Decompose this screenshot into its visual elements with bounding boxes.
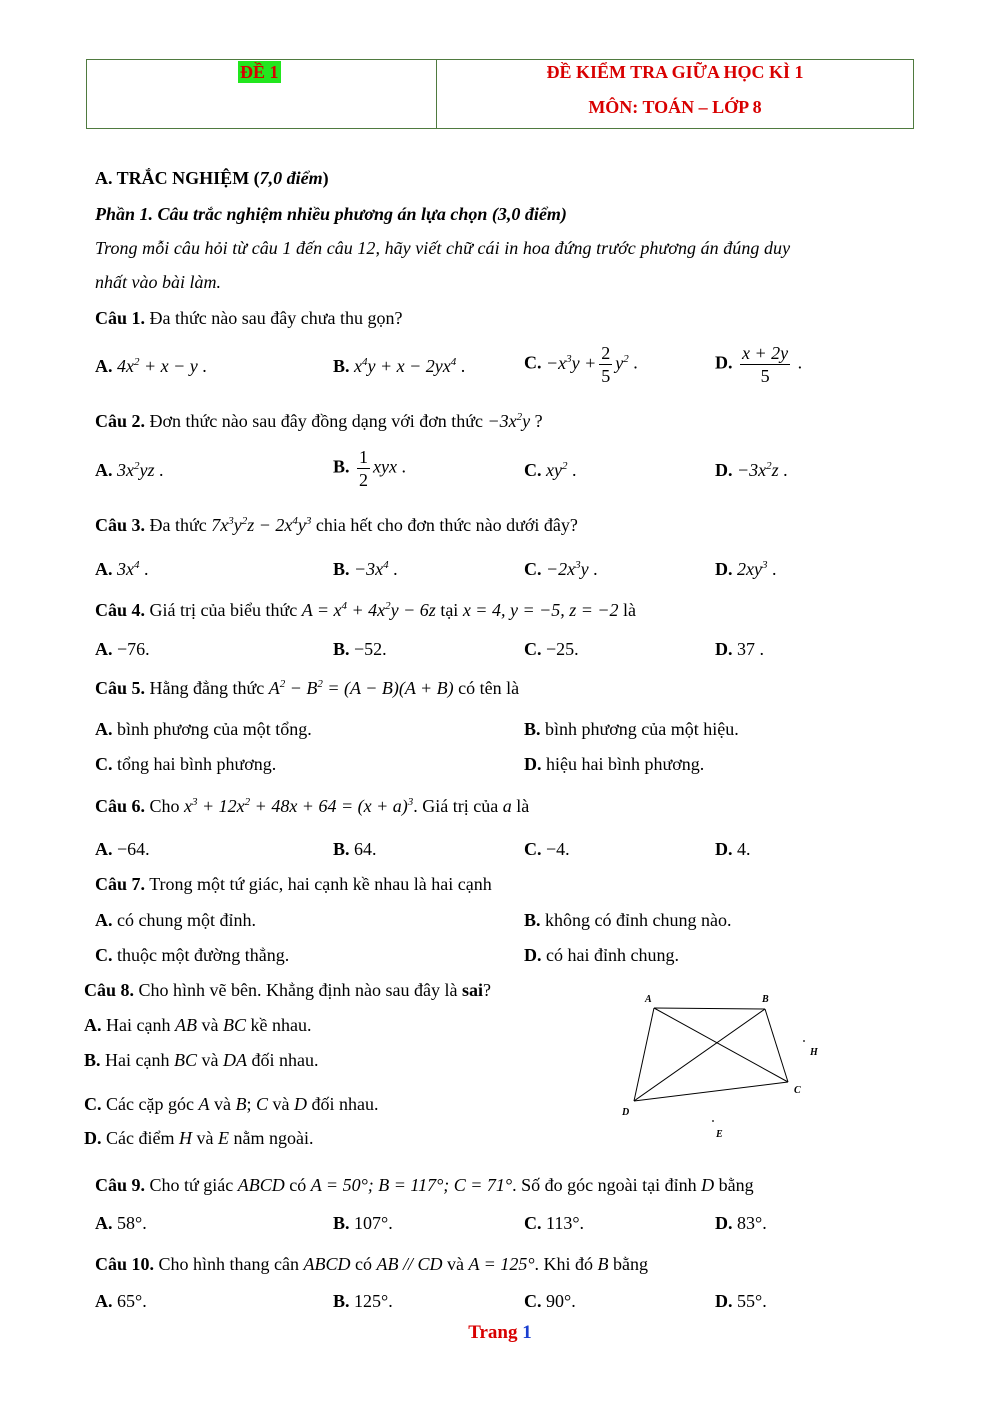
exam-number-tag: ĐỀ 1 [240, 62, 279, 82]
q4-option-a[interactable]: A. −76. [95, 639, 150, 659]
q10-option-a[interactable]: A. 65°. [95, 1291, 147, 1311]
part1-heading: Phần 1. Câu trắc nghiệm nhiều phương án lựa chọn (3,0 điểm) [95, 204, 567, 224]
question-6: Câu 6. Cho $x^3 + 12x^2 + 48x + 64 = (x + a)^3$. Giá trị của a là [95, 796, 530, 816]
q5-option-d[interactable]: D. hiệu hai bình phương. [524, 754, 705, 774]
label-c: C [794, 1085, 801, 1096]
question-1: Câu 1. Đa thức nào sau đây chưa thu gọn? [95, 308, 403, 328]
q9-option-b[interactable]: B. 107°. [333, 1213, 393, 1233]
page-number: 1 [522, 1322, 532, 1343]
q2-option-d[interactable]: D. $-3x^2z$ . [715, 460, 788, 480]
q8-option-b[interactable]: B. Hai cạnh BC và DA đối nhau. [84, 1050, 319, 1070]
label-b: B [762, 994, 769, 1005]
exam-subject: MÔN: TOÁN – LỚP 8 [588, 97, 762, 117]
q1-option-d[interactable]: D. $\frac{x + 2y}{5}$ . [715, 343, 803, 386]
q3-option-c[interactable]: C. $-2x^3y$ . [524, 559, 598, 579]
label-e: E [716, 1129, 723, 1140]
q6-option-c[interactable]: C. −4. [524, 839, 570, 859]
question-5: Câu 5. Hằng đẳng thức $A^2 - B^2 = (A - B)(A + B)$ có tên là [95, 678, 520, 698]
q3-option-d[interactable]: D. $2xy^3$ . [715, 559, 777, 579]
q8-option-d[interactable]: D. Các điểm H và E nằm ngoài. [84, 1128, 314, 1148]
question-9: Câu 9. Cho tứ giác ABCD có A = 50°; B = 117°; C = 71°. Số đo góc ngoài tại đỉnh D bằng [95, 1175, 754, 1195]
q5-option-a[interactable]: A. bình phương của một tổng. [95, 719, 312, 739]
q3-option-b[interactable]: B. $-3x^4$ . [333, 559, 398, 579]
question-10: Câu 10. Cho hình thang cân ABCD có AB // CD và A = 125°. Khi đó B bằng [95, 1254, 649, 1274]
point-e [712, 1120, 714, 1122]
q1-option-c[interactable]: C. $-x^3y$ + $\frac{2}{5}$ $y^2$ . [524, 343, 638, 386]
q2-option-b[interactable]: B. $\frac{1}{2}$ xyx . [333, 447, 406, 490]
instructions-line2: nhất vào bài làm. [95, 272, 221, 292]
q9-option-c[interactable]: C. 113°. [524, 1213, 585, 1233]
label-a: A [645, 994, 652, 1005]
point-h [803, 1040, 805, 1042]
q6-option-a[interactable]: A. −64. [95, 839, 150, 859]
page-footer [0, 1322, 1000, 1344]
label-h: H [810, 1047, 818, 1058]
q4-option-b[interactable]: B. −52. [333, 639, 387, 659]
quadrilateral-figure [612, 988, 832, 1148]
q4-option-d[interactable]: D. 37 . [715, 639, 764, 659]
instructions-line1: Trong mỗi câu hỏi từ câu 1 đến câu 12, hãy viết chữ cái in hoa đứng trước phương án đúng duy [95, 238, 791, 258]
q7-option-a[interactable]: A. có chung một đỉnh. [95, 910, 256, 930]
section-a-heading: A. TRẮC NGHIỆM (7,0 điểm) [95, 168, 329, 188]
q7-option-c[interactable]: C. thuộc một đường thẳng. [95, 945, 290, 965]
question-3: Câu 3. Đa thức $7x^3y^2z - 2x^4y^3$ chia hết cho đơn thức nào dưới đây? [95, 515, 578, 535]
q6-option-d[interactable]: D. 4. [715, 839, 751, 859]
q10-option-d[interactable]: D. 55°. [715, 1291, 767, 1311]
q4-option-c[interactable]: C. −25. [524, 639, 579, 659]
q6-option-b[interactable]: B. 64. [333, 839, 377, 859]
q2-option-c[interactable]: C. $xy^2$ . [524, 460, 577, 480]
q1-option-a[interactable]: A. $4x^2 + x - y$ . [95, 356, 207, 376]
q9-option-a[interactable]: A. 58°. [95, 1213, 147, 1233]
question-2: Câu 2. Đơn thức nào sau đây đồng dạng với đơn thức $-3x^2y$ ? [95, 411, 543, 431]
edge-ab [654, 1008, 765, 1009]
q10-option-c[interactable]: C. 90°. [524, 1291, 576, 1311]
question-4: Câu 4. Giá trị của biểu thức $A = x^4 + 4x^2y - 6z$ tại x = 4, y = −5, z = −2 là [95, 600, 637, 620]
q9-option-d[interactable]: D. 83°. [715, 1213, 767, 1233]
q3-option-a[interactable]: A. $3x^4$ . [95, 559, 149, 579]
edge-da [634, 1008, 654, 1101]
q2-option-a[interactable]: A. $3x^2yz$ . [95, 460, 164, 480]
footer-word: Trang [468, 1322, 523, 1343]
q7-option-d[interactable]: D. có hai đỉnh chung. [524, 945, 679, 965]
question-8: Câu 8. Cho hình vẽ bên. Khẳng định nào sau đây là sai? [84, 980, 491, 1000]
question-7: Câu 7. Trong một tứ giác, hai cạnh kề nhau là hai cạnh [95, 874, 492, 894]
exam-title: ĐỀ KIỂM TRA GIỮA HỌC KÌ 1 [546, 62, 804, 82]
q5-option-c[interactable]: C. tổng hai bình phương. [95, 754, 277, 774]
q8-option-c[interactable]: C. Các cặp góc A và B; C và D đối nhau. [84, 1094, 379, 1114]
q10-option-b[interactable]: B. 125°. [333, 1291, 393, 1311]
q8-option-a[interactable]: A. Hai cạnh AB và BC kề nhau. [84, 1015, 312, 1035]
label-d: D [622, 1107, 630, 1118]
q1-option-b[interactable]: B. $x^4y + x - 2yx^4$ . [333, 356, 466, 376]
q5-option-b[interactable]: B. bình phương của một hiệu. [524, 719, 739, 739]
q7-option-b[interactable]: B. không có đỉnh chung nào. [524, 910, 732, 930]
